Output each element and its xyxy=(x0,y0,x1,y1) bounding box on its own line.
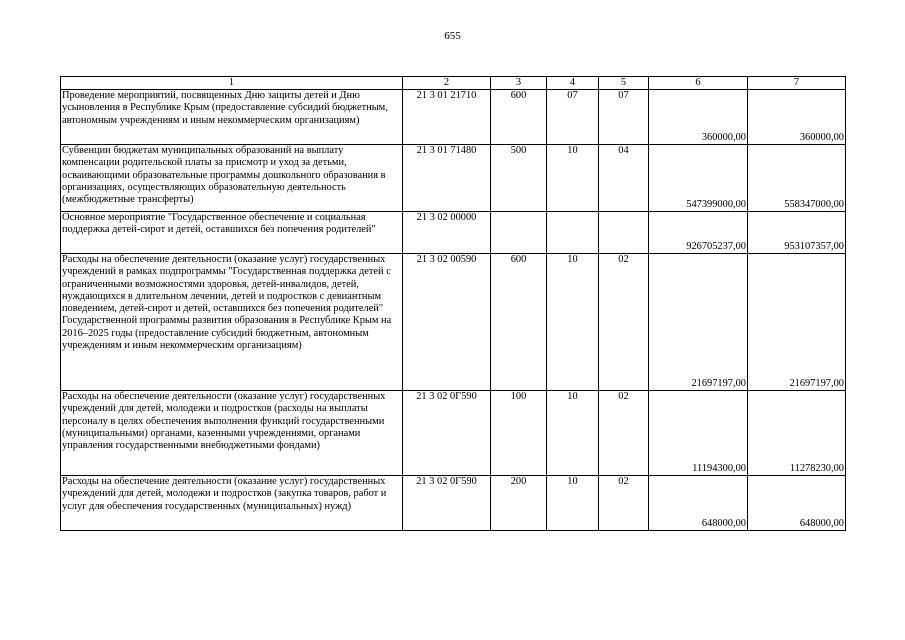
row-col3: 500 xyxy=(491,145,547,212)
row-description: Расходы на обеспечение деятельности (оказание услуг) государственных учреждений в рамках подпрограммы "Государственная поддержка детей с ограниченными возможностями здоровья, детей-инвалидов, детей, нуждающихся в длительном лечении, детей и подростков с девиантным поведением, детей-сирот и детей, оставшихся без попечения родителей" Государственной программы развития образования в Республике Крым на 2016–2025 годы (предоставление субсидий бюджетным, автономным учреждениям и иным некоммерческим организациям) xyxy=(61,254,403,391)
header-cell: 2 xyxy=(403,77,491,90)
header-cell: 7 xyxy=(748,77,846,90)
header-cell: 1 xyxy=(61,77,403,90)
table-row xyxy=(61,476,846,531)
row-description: Субвенции бюджетам муниципальных образований на выплату компенсации родительской платы за присмотр и уход за детьми, осваивающими образовательные программы дошкольного образования в организациях, осуществляющих образовательную деятельность (межбюджетные трансферты) xyxy=(61,145,403,212)
row-description: Проведение мероприятий, посвященных Дню защиты детей и Дню усыновления в Республике Крым (предоставление субсидий бюджетным, автономным учреждениям и иным некоммерческим организациям) xyxy=(61,90,403,145)
row-col3: 600 xyxy=(491,90,547,145)
header-row xyxy=(61,77,846,90)
row-col4: 07 xyxy=(547,90,599,145)
page-number: 655 xyxy=(444,30,461,42)
row-code: 21 3 02 00590 xyxy=(403,254,491,391)
budget-table xyxy=(60,76,846,531)
row-col5: 02 xyxy=(599,391,649,476)
row-col3: 600 xyxy=(491,254,547,391)
row-col5 xyxy=(599,212,649,254)
row-amount-2: 21697197,00 xyxy=(748,254,846,391)
row-amount-2: 953107357,00 xyxy=(748,212,846,254)
row-description: Расходы на обеспечение деятельности (оказание услуг) государственных учреждений для детей, молодежи и подростков (закупка товаров, работ и услуг для обеспечения государственных (муниципальных) нужд) xyxy=(61,476,403,531)
row-col3: 200 xyxy=(491,476,547,531)
row-description: Расходы на обеспечение деятельности (оказание услуг) государственных учреждений для детей, молодежи и подростков (расходы на выплаты персоналу в целях обеспечения выполнения функций государственными (муниципальными) органами, казенными учреждениями, органами управления государственными внебюджетными фондами) xyxy=(61,391,403,476)
row-amount-1: 21697197,00 xyxy=(649,254,748,391)
row-amount-1: 360000,00 xyxy=(649,90,748,145)
row-amount-2: 558347000,00 xyxy=(748,145,846,212)
row-col4: 10 xyxy=(547,145,599,212)
table-row xyxy=(61,90,846,145)
row-code: 21 3 01 71480 xyxy=(403,145,491,212)
row-amount-1: 926705237,00 xyxy=(649,212,748,254)
row-col4: 10 xyxy=(547,254,599,391)
table-row xyxy=(61,391,846,476)
header-cell: 3 xyxy=(491,77,547,90)
row-col3 xyxy=(491,212,547,254)
row-col5: 07 xyxy=(599,90,649,145)
table-row xyxy=(61,254,846,391)
table-row xyxy=(61,212,846,254)
row-amount-1: 11194300,00 xyxy=(649,391,748,476)
header-cell: 6 xyxy=(649,77,748,90)
row-col5: 02 xyxy=(599,476,649,531)
row-description: Основное мероприятие "Государственное обеспечение и социальная поддержка детей-сирот и детей, оставшихся без попечения родителей" xyxy=(61,212,403,254)
row-code: 21 3 01 21710 xyxy=(403,90,491,145)
row-amount-1: 547399000,00 xyxy=(649,145,748,212)
row-col3: 100 xyxy=(491,391,547,476)
row-col5: 02 xyxy=(599,254,649,391)
header-cell: 5 xyxy=(599,77,649,90)
row-col5: 04 xyxy=(599,145,649,212)
row-col4: 10 xyxy=(547,391,599,476)
row-amount-2: 648000,00 xyxy=(748,476,846,531)
row-code: 21 3 02 0Г590 xyxy=(403,476,491,531)
row-col4: 10 xyxy=(547,476,599,531)
header-cell: 4 xyxy=(547,77,599,90)
table-row xyxy=(61,145,846,212)
row-amount-1: 648000,00 xyxy=(649,476,748,531)
row-amount-2: 360000,00 xyxy=(748,90,846,145)
row-code: 21 3 02 0Г590 xyxy=(403,391,491,476)
row-col4 xyxy=(547,212,599,254)
row-amount-2: 11278230,00 xyxy=(748,391,846,476)
row-code: 21 3 02 00000 xyxy=(403,212,491,254)
